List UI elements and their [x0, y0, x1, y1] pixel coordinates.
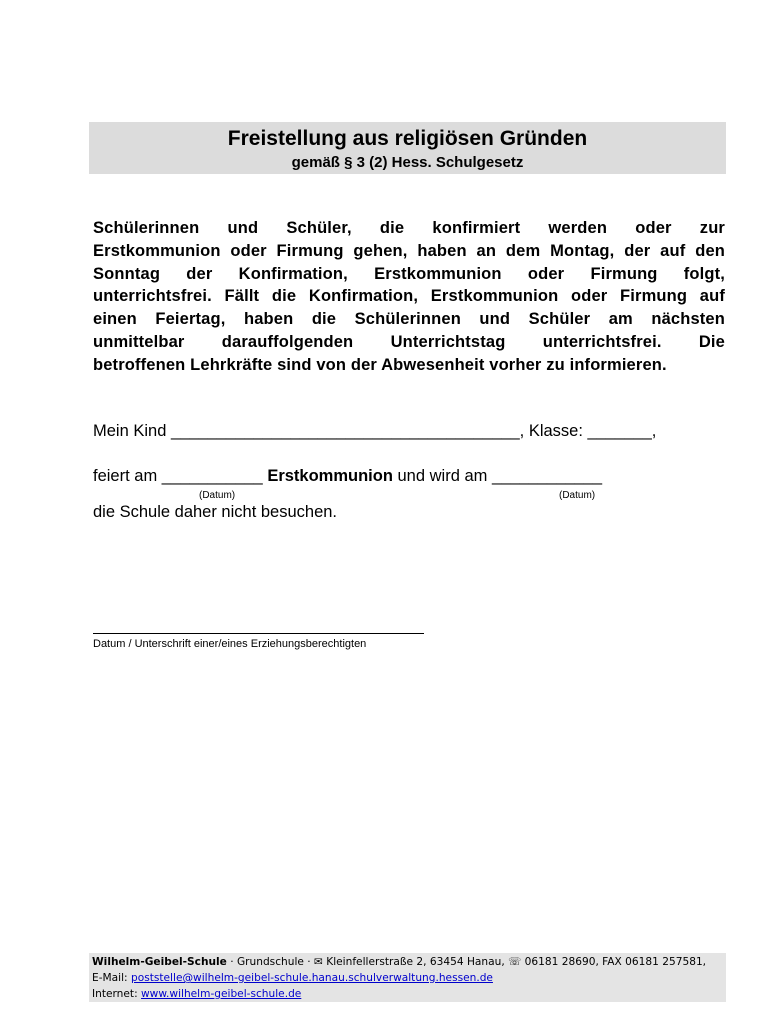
footer [89, 953, 726, 1002]
footer-address: · Grundschule · ✉ Kleinfellerstraße 2, 63454 Hanau, ☏ 06181 28690, FAX 06181 257581, [226, 956, 707, 968]
date-hint-2: (Datum) [559, 490, 596, 501]
footer-email-link[interactable]: poststelle@wilhelm-geibel-schule.hanau.schulverwaltung.hessen.de [130, 972, 493, 984]
paragraph-line: einen Feiertag, haben die Schülerinnen und Schüler am nächsten [93, 310, 725, 329]
footer-email-row [89, 970, 726, 986]
title-box [89, 122, 726, 174]
signature-caption: Datum / Unterschrift einer/eines Erziehungsberechtigten [93, 638, 367, 650]
footer-website-link[interactable]: www.wilhelm-geibel-schule.de [141, 988, 302, 1000]
footer-address-row [89, 954, 726, 970]
absence-line: die Schule daher nicht besuchen. [93, 503, 338, 521]
footer-internet-row [89, 986, 726, 1002]
paragraph-line: betroffenen Lehrkräfte sind von der Abwesenheit vorher zu informieren. [93, 355, 667, 374]
celebration-date-prefix: feiert am ___________ [93, 467, 268, 485]
celebration-line[interactable] [93, 467, 602, 486]
footer-school-name: Wilhelm-Geibel-Schule [92, 956, 227, 968]
document-subtitle: gemäß § 3 (2) Hess. Schulgesetz [291, 154, 524, 171]
date-hint-1: (Datum) [199, 490, 236, 501]
absence-date-suffix: und wird am ____________ [392, 467, 603, 485]
celebration-type: Erstkommunion [267, 467, 393, 485]
footer-internet-label: Internet: [92, 988, 142, 1000]
paragraph-line: unterrichtsfrei. Fällt die Konfirmation, Erstkommunion oder Firmung auf [93, 287, 725, 306]
child-name-line[interactable]: Mein Kind ______________________________________, Klasse: _______, [93, 422, 657, 440]
paragraph-line: Sonntag der Konfirmation, Erstkommunion oder Firmung folgt, [93, 264, 725, 283]
paragraph-line: Schülerinnen und Schüler, die konfirmiert werden oder zur [93, 219, 725, 237]
info-paragraph [93, 217, 725, 377]
footer-email-label: E-Mail: [92, 972, 131, 984]
signature-line[interactable] [93, 633, 424, 634]
document-title: Freistellung aus religiösen Gründen [227, 127, 588, 150]
paragraph-line: unmittelbar darauffolgenden Unterrichtstag unterrichtsfrei. Die [93, 332, 725, 351]
paragraph-line: Erstkommunion oder Firmung gehen, haben an dem Montag, der auf den [93, 241, 725, 260]
